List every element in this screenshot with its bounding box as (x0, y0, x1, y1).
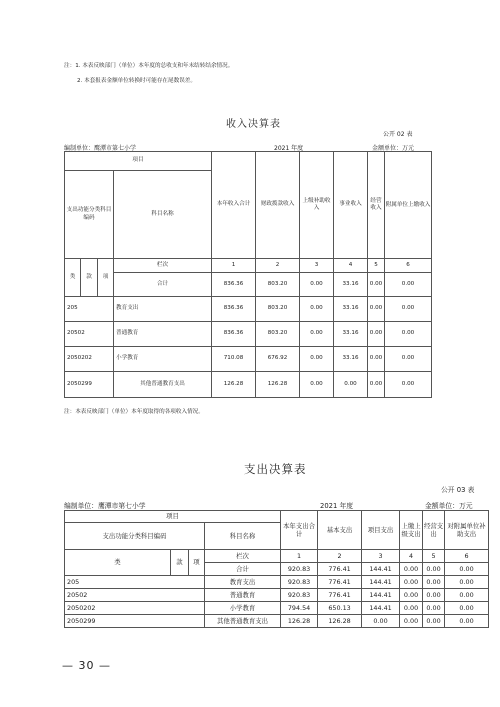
income-cell-value: 0.00 (300, 372, 334, 398)
income-header-business: 事业收入 (334, 152, 368, 259)
income-year: 2021 年度 (274, 145, 304, 152)
expense-cell-value: 920.83 (281, 576, 318, 589)
expense-cell-value: 0.00 (445, 563, 489, 576)
expense-cell-value: 144.41 (362, 563, 400, 576)
expense-unit: 编制单位：鹰潭市第七小学 (64, 502, 146, 510)
income-cell-name: 合计 (114, 273, 212, 297)
income-cell-value: 126.28 (212, 372, 256, 398)
income-cell-value: 0.00 (300, 322, 334, 347)
income-cell-value: 0.00 (385, 297, 432, 322)
income-cell-value: 803.20 (256, 273, 300, 297)
income-cell-value: 836.36 (212, 297, 256, 322)
income-cell-name: 小学教育 (114, 347, 212, 372)
income-header-code: 支出功能分类科目编码 (65, 171, 114, 259)
table-row (65, 589, 489, 602)
income-row-total (65, 273, 432, 297)
expense-money-unit: 金额单位：万元 (425, 502, 473, 510)
income-header-project: 项目 (65, 152, 212, 171)
expense-cell-value: 920.83 (281, 589, 318, 602)
expense-colnum: 5 (423, 550, 445, 563)
expense-cell-value: 0.00 (423, 615, 445, 628)
income-cell-value: 33.16 (334, 297, 368, 322)
expense-year: 2021 年度 (320, 502, 354, 510)
table-row (65, 372, 432, 398)
income-cell-value: 0.00 (385, 372, 432, 398)
expense-colnum: 3 (362, 550, 400, 563)
note-line-2: 2. 本套报表金额单位转换时可能存在尾数误差。 (77, 78, 196, 84)
income-cell-name: 其他普通教育支出 (114, 372, 212, 398)
expense-cell-value: 126.28 (281, 615, 318, 628)
table-row (65, 615, 489, 628)
expense-cell-value: 0.00 (423, 602, 445, 615)
income-cell-value: 33.16 (334, 322, 368, 347)
expense-header-project: 项目 (65, 511, 281, 523)
income-label-lei: 类 (65, 259, 81, 297)
expense-header-basic: 基本支出 (318, 511, 362, 550)
income-colnum: 1 (212, 259, 256, 273)
income-cell-value: 0.00 (385, 322, 432, 347)
income-cell-name: 普通教育 (114, 322, 212, 347)
income-header-upper: 上级补助收入 (300, 152, 334, 259)
income-cell-code: 20502 (65, 322, 114, 347)
income-cell-value: 0.00 (368, 297, 385, 322)
income-form-no: 公开 02 表 (383, 131, 413, 138)
income-header-operation: 经营收入 (368, 152, 385, 259)
expense-cell-value: 0.00 (445, 589, 489, 602)
income-cell-name: 教育支出 (114, 297, 212, 322)
income-cell-value: 33.16 (334, 273, 368, 297)
expense-cell-value: 144.41 (362, 576, 400, 589)
income-cell-code: 2050299 (65, 372, 114, 398)
income-cell-value: 0.00 (300, 297, 334, 322)
expense-cell-value: 0.00 (423, 563, 445, 576)
expense-cell-value: 794.54 (281, 602, 318, 615)
income-cell-value: 0.00 (368, 347, 385, 372)
expense-header-code: 支出功能分类科目编码 (65, 523, 205, 550)
income-unit: 编制单位：鹰潭市第七小学 (64, 145, 137, 152)
table-row (65, 322, 432, 347)
income-cell-value: 0.00 (368, 372, 385, 398)
income-cell-value: 0.00 (368, 273, 385, 297)
income-cell-value: 710.08 (212, 347, 256, 372)
expense-header-name: 科目名称 (205, 523, 281, 550)
expense-label-kuan: 款 (171, 550, 189, 576)
expense-cell-value: 650.13 (318, 602, 362, 615)
expense-header-affiliated: 对附属单位补助支出 (445, 511, 489, 550)
income-cell-value: 0.00 (368, 322, 385, 347)
expense-label-xiang: 项 (189, 550, 205, 576)
expense-cell-code: 20502 (65, 589, 205, 602)
expense-cell-value: 0.00 (400, 576, 423, 589)
expense-header-project-exp: 项目支出 (362, 511, 400, 550)
expense-cell-value: 0.00 (445, 602, 489, 615)
expense-cell-value: 0.00 (362, 615, 400, 628)
expense-cell-value: 144.41 (362, 602, 400, 615)
income-cell-value: 0.00 (334, 372, 368, 398)
expense-colnum: 4 (400, 550, 423, 563)
expense-cell-name: 普通教育 (205, 589, 281, 602)
expense-title: 支出决算表 (244, 462, 307, 476)
expense-cell-value: 776.41 (318, 576, 362, 589)
expense-cell-name: 教育支出 (205, 576, 281, 589)
income-colnum: 5 (368, 259, 385, 273)
expense-colnum: 1 (281, 550, 318, 563)
income-header-affiliated: 附属单位上缴收入 (385, 152, 432, 259)
table-row (65, 602, 489, 615)
income-cell-value: 836.36 (212, 322, 256, 347)
income-cell-value: 836.36 (212, 273, 256, 297)
expense-cell-name: 小学教育 (205, 602, 281, 615)
expense-cell-value: 0.00 (400, 589, 423, 602)
expense-cell-value: 0.00 (423, 589, 445, 602)
income-cell-value: 676.92 (256, 347, 300, 372)
income-colnum: 6 (385, 259, 432, 273)
expense-form-no: 公开 03 表 (441, 486, 475, 494)
expense-header-operation: 经营支出 (423, 511, 445, 550)
expense-cell-value: 0.00 (423, 576, 445, 589)
income-colnum: 2 (256, 259, 300, 273)
income-cell-value: 803.20 (256, 322, 300, 347)
income-cell-code: 2050202 (65, 347, 114, 372)
note-line-1: 注：1. 本表反映部门（单位）本年度的总收支和年末结转结余情况。 (64, 63, 234, 69)
expense-cell-value: 126.28 (318, 615, 362, 628)
income-label-kuan: 款 (81, 259, 98, 297)
income-footnote: 注：本表反映部门（单位）本年度取得的各项收入情况。 (64, 409, 204, 415)
income-header-fiscal: 财政拨款收入 (256, 152, 300, 259)
expense-cell-value: 920.83 (281, 563, 318, 576)
income-cell-value: 0.00 (385, 347, 432, 372)
expense-cell-value: 776.41 (318, 589, 362, 602)
income-cell-value: 126.28 (256, 372, 300, 398)
expense-cell-value: 0.00 (445, 615, 489, 628)
income-colnum: 4 (334, 259, 368, 273)
expense-cell-value: 0.00 (400, 602, 423, 615)
expense-label-lei: 类 (65, 550, 171, 576)
income-cell-value: 0.00 (300, 347, 334, 372)
expense-colnum: 2 (318, 550, 362, 563)
income-header-total: 本年收入合计 (212, 152, 256, 259)
table-row (65, 576, 489, 589)
expense-cell-name: 其他普通教育支出 (205, 615, 281, 628)
expense-cell-value: 776.41 (318, 563, 362, 576)
income-label-col: 栏次 (114, 259, 212, 273)
income-cell-value: 0.00 (300, 273, 334, 297)
expense-cell-value: 0.00 (400, 615, 423, 628)
income-colnum: 3 (300, 259, 334, 273)
expense-header-upper: 上缴上级支出 (400, 511, 423, 550)
table-row (65, 347, 432, 372)
income-title: 收入决算表 (226, 119, 281, 130)
expense-cell-code: 2050299 (65, 615, 205, 628)
expense-table (64, 510, 489, 628)
expense-cell-value: 0.00 (445, 576, 489, 589)
income-cell-code: 205 (65, 297, 114, 322)
income-label-xiang: 项 (98, 259, 114, 297)
expense-label-col: 栏次 (205, 550, 281, 563)
expense-cell-name: 合计 (205, 563, 281, 576)
income-cell-value: 0.00 (385, 273, 432, 297)
expense-cell-value: 144.41 (362, 589, 400, 602)
income-cell-value: 33.16 (334, 347, 368, 372)
income-table (64, 151, 432, 398)
expense-colnum: 6 (445, 550, 489, 563)
income-header-name: 科目名称 (114, 171, 212, 259)
expense-cell-code: 2050202 (65, 602, 205, 615)
page-number: — 30 — (62, 659, 111, 672)
expense-cell-value: 0.00 (400, 563, 423, 576)
income-cell-value: 803.20 (256, 297, 300, 322)
table-row (65, 297, 432, 322)
expense-header-total: 本年支出合计 (281, 511, 318, 550)
expense-cell-code: 205 (65, 576, 205, 589)
income-money-unit: 金额单位：万元 (372, 145, 415, 152)
